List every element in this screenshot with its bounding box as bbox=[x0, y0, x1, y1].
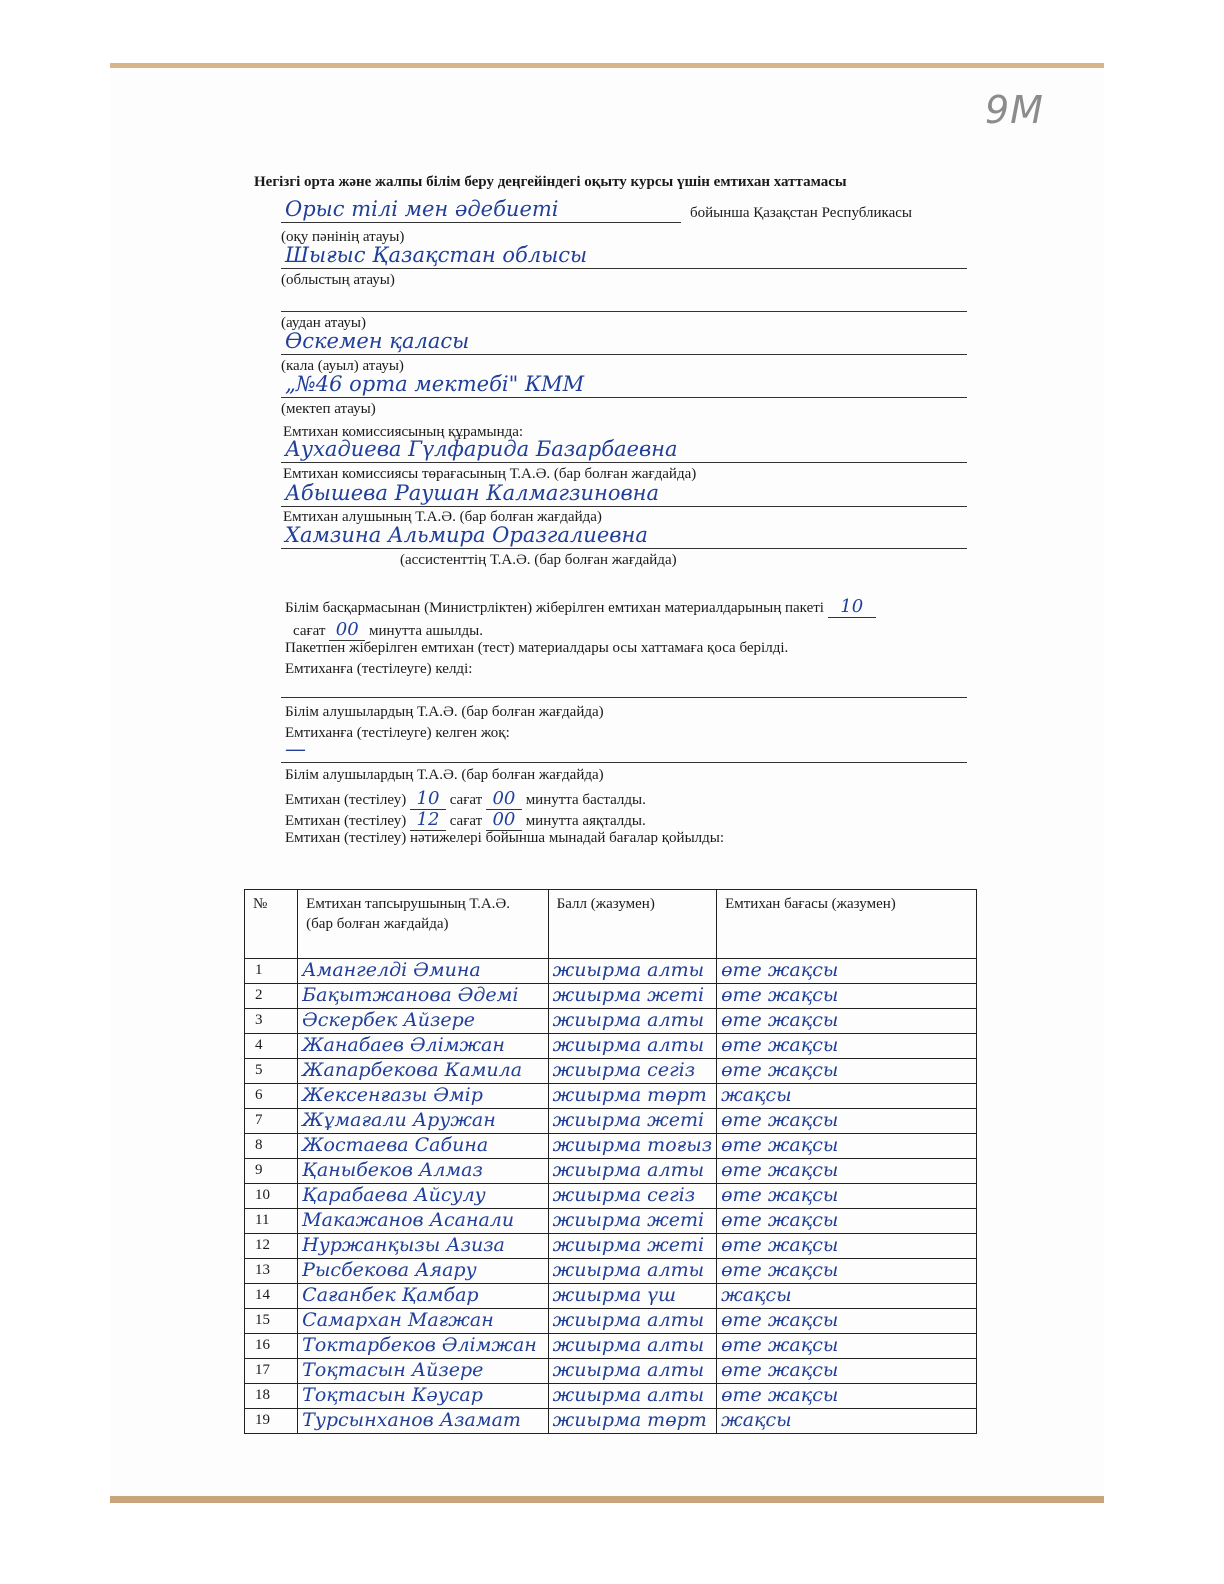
row-student-name: Сағанбек Қамбар bbox=[302, 1284, 479, 1306]
row-score-cell bbox=[548, 1384, 717, 1409]
subject-value: Орыс тілі мен әдебиеті bbox=[285, 197, 559, 221]
row-grade-cell bbox=[717, 1209, 977, 1234]
row-student-name: Рысбекова Аяару bbox=[302, 1259, 477, 1281]
row-student-name-cell bbox=[298, 1384, 548, 1409]
row-score: жиырма жеті bbox=[552, 1209, 705, 1231]
table-row bbox=[245, 1409, 977, 1434]
row-student-name-cell bbox=[298, 1184, 548, 1209]
row-score: жиырма алты bbox=[552, 1009, 705, 1031]
row-number-cell: 4 bbox=[245, 1034, 298, 1059]
students-label-1: Білім алушылардың Т.А.Ә. (бар болған жағдайда) bbox=[285, 704, 604, 720]
row-student-name-cell bbox=[298, 1084, 548, 1109]
row-grade: өте жақсы bbox=[721, 1209, 839, 1231]
row-student-name-cell bbox=[298, 1109, 548, 1134]
row-score: жиырма алты bbox=[552, 1334, 705, 1356]
assistant-label: (ассистенттің Т.А.Ә. (бар болған жағдайда) bbox=[400, 552, 677, 568]
table-row bbox=[245, 1009, 977, 1034]
district-label: (аудан атауы) bbox=[281, 315, 366, 331]
row-grade-cell bbox=[717, 959, 977, 984]
header-name: Емтихан тапсырушының Т.А.Ә. (бар болған жағдайда) bbox=[298, 890, 548, 959]
came-blank-line bbox=[281, 697, 967, 698]
package-hour: 10 bbox=[828, 596, 876, 618]
assistant-field bbox=[281, 523, 967, 549]
row-student-name: Токтарбеков Әлімжан bbox=[302, 1334, 537, 1356]
package-line-2 bbox=[293, 619, 483, 641]
row-number-cell: 8 bbox=[245, 1134, 298, 1159]
chair-field bbox=[281, 437, 967, 463]
row-number-cell: 2 bbox=[245, 984, 298, 1009]
row-score-cell bbox=[548, 1234, 717, 1259]
row-grade-cell bbox=[717, 1159, 977, 1184]
row-number-cell: 16 bbox=[245, 1334, 298, 1359]
row-grade-cell bbox=[717, 1384, 977, 1409]
row-student-name-cell bbox=[298, 959, 548, 984]
row-number-cell: 17 bbox=[245, 1359, 298, 1384]
row-student-name: Жұмағали Аружан bbox=[302, 1109, 496, 1131]
row-number-cell: 10 bbox=[245, 1184, 298, 1209]
row-grade-cell bbox=[717, 1059, 977, 1084]
school-label: (мектеп атауы) bbox=[281, 401, 376, 417]
row-grade: өте жақсы bbox=[721, 959, 839, 981]
row-number-cell: 19 bbox=[245, 1409, 298, 1434]
absent-value: — bbox=[285, 737, 306, 761]
row-grade-cell bbox=[717, 1184, 977, 1209]
row-student-name: Қаныбеков Алмаз bbox=[302, 1159, 483, 1181]
table-row bbox=[245, 1059, 977, 1084]
package-minute: 00 bbox=[329, 619, 365, 641]
results-table bbox=[244, 889, 977, 1434]
start-minute: 00 bbox=[486, 788, 522, 810]
row-student-name: Жанабаев Әлімжан bbox=[302, 1034, 505, 1056]
subject-suffix: бойынша Қазақстан Республикасы bbox=[690, 205, 912, 221]
row-grade: өте жақсы bbox=[721, 1059, 839, 1081]
chair-label: Емтихан комиссиясы төрағасының Т.А.Ә. (бар болған жағдайда) bbox=[283, 466, 697, 482]
package-line bbox=[285, 596, 876, 618]
row-grade: өте жақсы bbox=[721, 1009, 839, 1031]
table-row bbox=[245, 1309, 977, 1334]
row-score: жиырма төрт bbox=[552, 1409, 707, 1431]
row-grade-cell bbox=[717, 1309, 977, 1334]
row-student-name: Нуржанқызы Азиза bbox=[302, 1234, 505, 1256]
row-student-name-cell bbox=[298, 1334, 548, 1359]
table-row bbox=[245, 1384, 977, 1409]
row-student-name: Тоқтасын Кәусар bbox=[302, 1384, 483, 1406]
package-minute-text: минутта ашылды. bbox=[368, 623, 483, 639]
attached-text: Пакетпен жіберілген емтихан (тест) материалдары осы хаттамаға қоса берілді. bbox=[285, 640, 789, 656]
row-score-cell bbox=[548, 1409, 717, 1434]
row-number-cell: 1 bbox=[245, 959, 298, 984]
row-student-name: Жексенғазы Әмір bbox=[302, 1084, 483, 1106]
row-grade-cell bbox=[717, 1034, 977, 1059]
row-number-cell: 6 bbox=[245, 1084, 298, 1109]
row-student-name-cell bbox=[298, 1134, 548, 1159]
row-score: жиырма сегіз bbox=[552, 1184, 696, 1206]
row-score-cell bbox=[548, 1034, 717, 1059]
table-row bbox=[245, 1084, 977, 1109]
table-row bbox=[245, 1359, 977, 1384]
row-grade-cell bbox=[717, 1284, 977, 1309]
row-score-cell bbox=[548, 1359, 717, 1384]
row-score: жиырма төрт bbox=[552, 1084, 707, 1106]
results-intro: Емтихан (тестілеу) нәтижелері бойынша мынадай бағалар қойылды: bbox=[285, 830, 725, 846]
district-field bbox=[281, 289, 967, 312]
row-score-cell bbox=[548, 1009, 717, 1034]
row-student-name-cell bbox=[298, 1209, 548, 1234]
row-grade: өте жақсы bbox=[721, 1159, 839, 1181]
row-number-cell: 7 bbox=[245, 1109, 298, 1134]
row-grade-cell bbox=[717, 1409, 977, 1434]
row-student-name-cell bbox=[298, 1234, 548, 1259]
corner-mark: 9M bbox=[985, 88, 1044, 132]
row-student-name-cell bbox=[298, 1359, 548, 1384]
row-score: жиырма алты bbox=[552, 1384, 705, 1406]
commission-intro: Емтихан комиссиясының құрамында: bbox=[283, 424, 524, 440]
row-student-name-cell bbox=[298, 984, 548, 1009]
row-grade: өте жақсы bbox=[721, 1259, 839, 1281]
examiner-field bbox=[281, 481, 967, 507]
row-student-name-cell bbox=[298, 1409, 548, 1434]
row-score-cell bbox=[548, 1059, 717, 1084]
row-grade-cell bbox=[717, 1134, 977, 1159]
row-grade-cell bbox=[717, 1009, 977, 1034]
row-score-cell bbox=[548, 1109, 717, 1134]
row-number-cell: 12 bbox=[245, 1234, 298, 1259]
table-row bbox=[245, 1184, 977, 1209]
row-grade: өте жақсы bbox=[721, 1334, 839, 1356]
examiner-value: Абышева Раушан Калмагзиновна bbox=[285, 481, 660, 505]
package-hour-word: сағат bbox=[293, 623, 326, 639]
row-grade: өте жақсы bbox=[721, 1134, 839, 1156]
row-score-cell bbox=[548, 1284, 717, 1309]
row-score-cell bbox=[548, 959, 717, 984]
row-score-cell bbox=[548, 1134, 717, 1159]
row-score-cell bbox=[548, 1334, 717, 1359]
row-score-cell bbox=[548, 1084, 717, 1109]
school-value: „№46 орта мектебі" КММ bbox=[285, 372, 585, 396]
school-field bbox=[281, 372, 967, 398]
row-number-cell: 13 bbox=[245, 1259, 298, 1284]
row-student-name: Макажанов Асанали bbox=[302, 1209, 515, 1231]
row-student-name: Самархан Мағжан bbox=[302, 1309, 494, 1331]
table-row bbox=[245, 1234, 977, 1259]
row-score-cell bbox=[548, 1259, 717, 1284]
row-score: жиырма алты bbox=[552, 1359, 705, 1381]
end-hour: 12 bbox=[410, 809, 446, 831]
row-grade: өте жақсы bbox=[721, 1359, 839, 1381]
row-grade-cell bbox=[717, 1259, 977, 1284]
city-label: (кала (ауыл) атауы) bbox=[281, 358, 404, 374]
region-value: Шығыс Қазақстан облысы bbox=[285, 243, 588, 267]
paper-bottom-edge bbox=[110, 1496, 1104, 1503]
row-grade: жақсы bbox=[721, 1284, 792, 1306]
row-score: жиырма жеті bbox=[552, 984, 705, 1006]
row-student-name: Жапарбекова Камила bbox=[302, 1059, 523, 1081]
city-field bbox=[281, 329, 967, 355]
row-student-name-cell bbox=[298, 1309, 548, 1334]
start-line: Емтихан (тестілеу) 10 сағат 00 минутта басталды. bbox=[285, 788, 646, 809]
table-row bbox=[245, 1159, 977, 1184]
row-student-name-cell bbox=[298, 1284, 548, 1309]
table-row bbox=[245, 1334, 977, 1359]
row-score: жиырма алты bbox=[552, 959, 705, 981]
row-grade: өте жақсы bbox=[721, 1034, 839, 1056]
row-grade-cell bbox=[717, 1334, 977, 1359]
row-grade-cell bbox=[717, 984, 977, 1009]
row-grade: өте жақсы bbox=[721, 1184, 839, 1206]
row-score-cell bbox=[548, 1184, 717, 1209]
row-grade-cell bbox=[717, 1084, 977, 1109]
row-grade: өте жақсы bbox=[721, 1309, 839, 1331]
row-grade: өте жақсы bbox=[721, 1384, 839, 1406]
row-student-name-cell bbox=[298, 1159, 548, 1184]
row-grade-cell bbox=[717, 1234, 977, 1259]
row-number-cell: 11 bbox=[245, 1209, 298, 1234]
header-number: № bbox=[245, 890, 298, 959]
chair-value: Аухадиева Гүлфарида Базарбаевна bbox=[285, 437, 678, 461]
row-score: жиырма үш bbox=[552, 1284, 677, 1306]
row-grade-cell bbox=[717, 1109, 977, 1134]
students-label-2: Білім алушылардың Т.А.Ә. (бар болған жағдайда) bbox=[285, 767, 604, 783]
row-score-cell bbox=[548, 984, 717, 1009]
row-number-cell: 14 bbox=[245, 1284, 298, 1309]
row-student-name-cell bbox=[298, 1059, 548, 1084]
row-student-name-cell bbox=[298, 1009, 548, 1034]
header-score: Балл (жазумен) bbox=[548, 890, 717, 959]
row-grade: өте жақсы bbox=[721, 984, 839, 1006]
row-number-cell: 3 bbox=[245, 1009, 298, 1034]
table-row bbox=[245, 1284, 977, 1309]
table-row bbox=[245, 1109, 977, 1134]
row-score: жиырма жеті bbox=[552, 1234, 705, 1256]
start-hour: 10 bbox=[410, 788, 446, 810]
row-score: жиырма алты bbox=[552, 1309, 705, 1331]
row-number-cell: 15 bbox=[245, 1309, 298, 1334]
row-score-cell bbox=[548, 1159, 717, 1184]
row-number-cell: 18 bbox=[245, 1384, 298, 1409]
row-student-name: Жостаева Сабина bbox=[302, 1134, 489, 1156]
absent-label: Емтиханға (тестілеуге) келген жоқ: bbox=[285, 725, 510, 741]
came-label: Емтиханға (тестілеуге) келді: bbox=[285, 661, 473, 677]
row-student-name: Қарабаева Айсулу bbox=[302, 1184, 486, 1206]
assistant-value: Хамзина Альмира Оразгалиевна bbox=[285, 523, 648, 547]
row-grade: жақсы bbox=[721, 1409, 792, 1431]
row-number-cell: 5 bbox=[245, 1059, 298, 1084]
table-row bbox=[245, 1259, 977, 1284]
absent-field bbox=[281, 737, 967, 763]
region-field bbox=[281, 243, 967, 269]
table-header-row bbox=[245, 890, 977, 959]
subject-label: (оқу пәнінің атауы) bbox=[281, 229, 405, 245]
document-title: Негізгі орта және жалпы білім беру деңгейіндегі оқыту курсы үшін емтихан хаттамасы bbox=[254, 174, 847, 190]
row-student-name: Амангелді Әмина bbox=[302, 959, 481, 981]
row-score-cell bbox=[548, 1309, 717, 1334]
row-student-name-cell bbox=[298, 1259, 548, 1284]
row-score: жиырма алты bbox=[552, 1159, 705, 1181]
row-grade-cell bbox=[717, 1359, 977, 1384]
row-student-name: Әскербек Айзере bbox=[302, 1009, 476, 1031]
package-text: Білім басқармасынан (Министрліктен) жіберілген емтихан материалдарының пакеті bbox=[285, 600, 824, 616]
row-score: жиырма алты bbox=[552, 1259, 705, 1281]
table-row bbox=[245, 959, 977, 984]
row-number-cell: 9 bbox=[245, 1159, 298, 1184]
table-row bbox=[245, 1209, 977, 1234]
row-score: жиырма сегіз bbox=[552, 1059, 696, 1081]
row-grade: өте жақсы bbox=[721, 1109, 839, 1131]
end-line: Емтихан (тестілеу) 12 сағат 00 минутта аяқталды. bbox=[285, 809, 646, 830]
table-row bbox=[245, 1034, 977, 1059]
examiner-label: Емтихан алушының Т.А.Ә. (бар болған жағдайда) bbox=[283, 509, 602, 525]
end-minute: 00 bbox=[486, 809, 522, 831]
region-label: (облыстың атауы) bbox=[281, 272, 395, 288]
row-grade: жақсы bbox=[721, 1084, 792, 1106]
table-row bbox=[245, 1134, 977, 1159]
row-student-name-cell bbox=[298, 1034, 548, 1059]
table-row bbox=[245, 984, 977, 1009]
row-score: жиырма жеті bbox=[552, 1109, 705, 1131]
city-value: Өскемен қаласы bbox=[285, 329, 470, 353]
subject-field bbox=[281, 197, 681, 223]
row-score: жиырма тоғыз bbox=[552, 1134, 713, 1156]
row-grade: өте жақсы bbox=[721, 1234, 839, 1256]
row-score: жиырма алты bbox=[552, 1034, 705, 1056]
row-student-name: Турсынханов Азамат bbox=[302, 1409, 521, 1431]
header-grade: Емтихан бағасы (жазумен) bbox=[717, 890, 977, 959]
row-score-cell bbox=[548, 1209, 717, 1234]
row-student-name: Бақытжанова Әдемі bbox=[302, 984, 519, 1006]
row-student-name: Тоқтасын Айзере bbox=[302, 1359, 484, 1381]
